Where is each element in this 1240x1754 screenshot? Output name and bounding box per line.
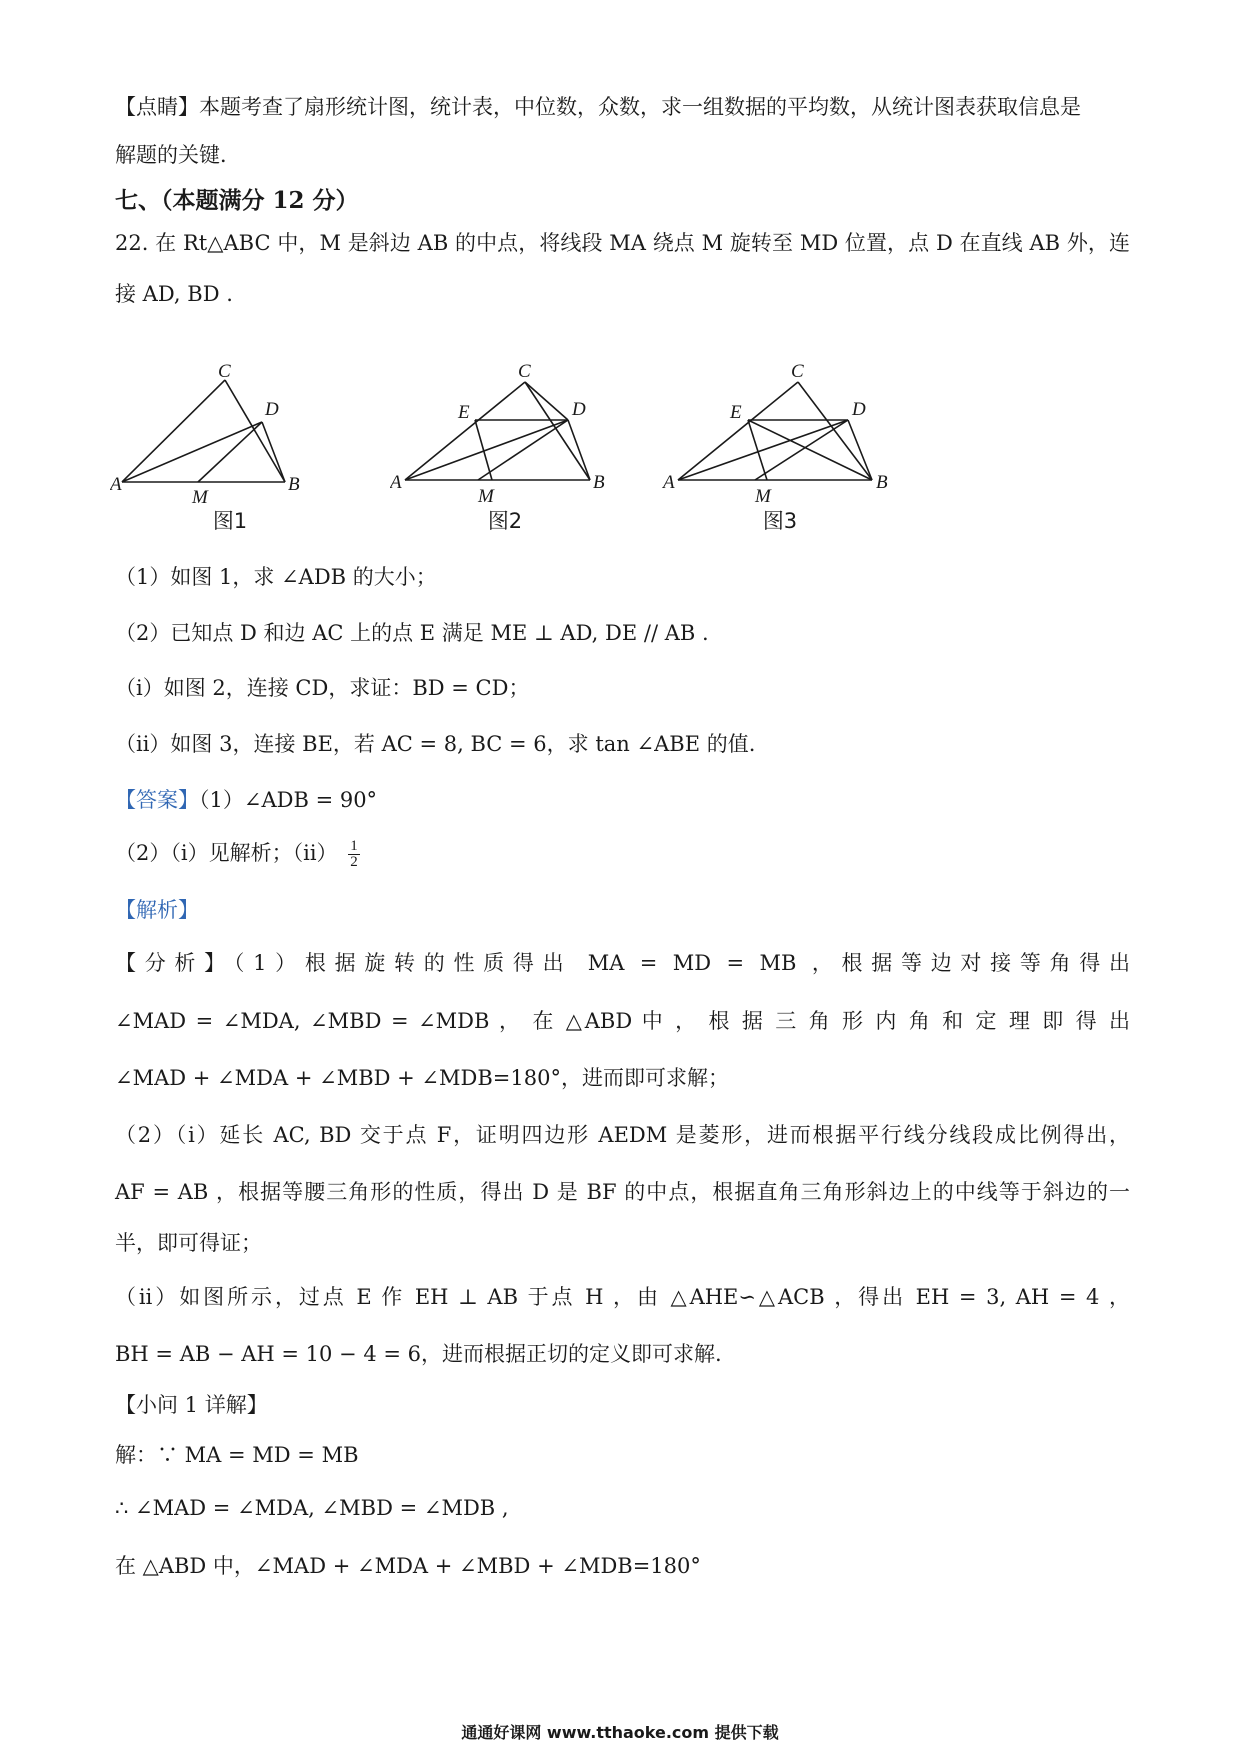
fig2-label-c: C <box>518 361 531 382</box>
dianjing-line-2: 解题的关键． <box>115 143 241 167</box>
sub-question-1-heading: 【小问 1 详解】 <box>115 1393 268 1417</box>
solution-line-3: 在 △ABD 中，∠MAD + ∠MDA + ∠MBD + ∠MDB=180° <box>115 1554 701 1578</box>
analysis-line-8: BH = AB − AH = 10 − 4 = 6，进而根据正切的定义即可求解. <box>115 1342 722 1366</box>
fig2-label-a: A <box>390 472 402 493</box>
page-footer: 通通好课网 www.tthaoke.com 提供下载 <box>461 1723 779 1742</box>
fig3-label-d: D <box>852 399 866 420</box>
question-line-2: 接 AD, BD . <box>115 282 233 306</box>
fig3-label-c: C <box>791 361 804 382</box>
fig1-label-c: C <box>218 361 231 382</box>
part-1-question: （1）如图 1，求 ∠ADB 的大小； <box>115 565 437 589</box>
fig2-label-e: E <box>458 402 470 423</box>
analysis-line-3: ∠MAD + ∠MDA + ∠MBD + ∠MDB=180°，进而即可求解； <box>115 1066 729 1090</box>
dianjing-line-1: 【点睛】本题考查了扇形统计图，统计表，中位数，众数，求一组数据的平均数，从统计图表获取信息是 <box>115 95 1081 119</box>
fig3-label-b: B <box>876 472 888 493</box>
section-heading: 七、（本题满分 12 分） <box>115 187 359 214</box>
fig2-label-d: D <box>572 399 586 420</box>
analysis-line-5: AF = AB ，根据等腰三角形的性质，得出 D 是 BF 的中点，根据直角三角形斜边上的中线等于斜边的一 <box>115 1180 1130 1204</box>
question-line-1: 22. 在 Rt△ABC 中，M 是斜边 AB 的中点，将线段 MA 绕点 M 旋转至 MD 位置，点 D 在直线 AB 外，连 <box>115 231 1130 255</box>
fig2-label-b: B <box>593 472 605 493</box>
figure-2-caption: 图2 <box>487 509 523 533</box>
fig3-label-a: A <box>663 472 675 493</box>
solution-line-2: ∴ ∠MAD = ∠MDA, ∠MBD = ∠MDB , <box>115 1496 509 1520</box>
fig1-label-d: D <box>265 399 279 420</box>
answer-line-1 <box>115 785 1130 815</box>
fig1-label-m: M <box>192 487 208 508</box>
solution-line-1: 解：∵ MA = MD = MB <box>115 1443 359 1467</box>
analysis-line-7: （ⅱ）如图所示，过点 E 作 EH ⊥ AB 于点 H ，由 △AHE∽△ACB ，得出 EH = 3, AH = 4 ， <box>115 1285 1130 1309</box>
fig1-label-a: A <box>110 474 122 495</box>
part-2ii-question: （ⅱ）如图 3，连接 BE，若 AC = 8, BC = 6，求 tan ∠ABE 的值. <box>115 732 756 756</box>
figure-3-caption: 图3 <box>762 509 798 533</box>
fig2-label-m: M <box>478 486 494 507</box>
answer-fraction: $\frac{1}{2}$ <box>350 838 358 870</box>
fig1-label-b: B <box>288 474 300 495</box>
analysis-line-6: 半，即可得证； <box>115 1231 262 1255</box>
figure-1-caption: 图1 <box>212 509 248 533</box>
jiexi-heading: 【解析】 <box>115 898 199 922</box>
answer-2: （2）（ⅰ）见解析；（ⅱ） <box>115 841 338 865</box>
analysis-line-2: ∠MAD = ∠MDA, ∠MBD = ∠MDB ， 在 △ABD 中 ， 根 据 三 角 形 内 角 和 定 理 即 得 出 <box>115 1009 1130 1033</box>
analysis-line-1: 【分析】（1）根据旋转的性质得出 MA = MD = MB ，根据等边对接等角得出 <box>115 951 1130 975</box>
fig3-label-e: E <box>730 402 742 423</box>
fig3-label-m: M <box>755 486 771 507</box>
part-2i-question: （ⅰ）如图 2，连接 CD，求证：BD = CD； <box>115 676 530 700</box>
answer-line-2 <box>115 838 1130 870</box>
analysis-line-4: （2）（ⅰ）延长 AC, BD 交于点 F，证明四边形 AEDM 是菱形，进而根据平行线分线段成比例得出， <box>115 1123 1130 1147</box>
answer-1: （1）∠ADB = 90° <box>199 788 378 812</box>
part-2-question: （2）已知点 D 和边 AC 上的点 E 满足 ME ⊥ AD, DE // AB . <box>115 621 709 645</box>
answer-label: 【答案】 <box>115 788 199 812</box>
